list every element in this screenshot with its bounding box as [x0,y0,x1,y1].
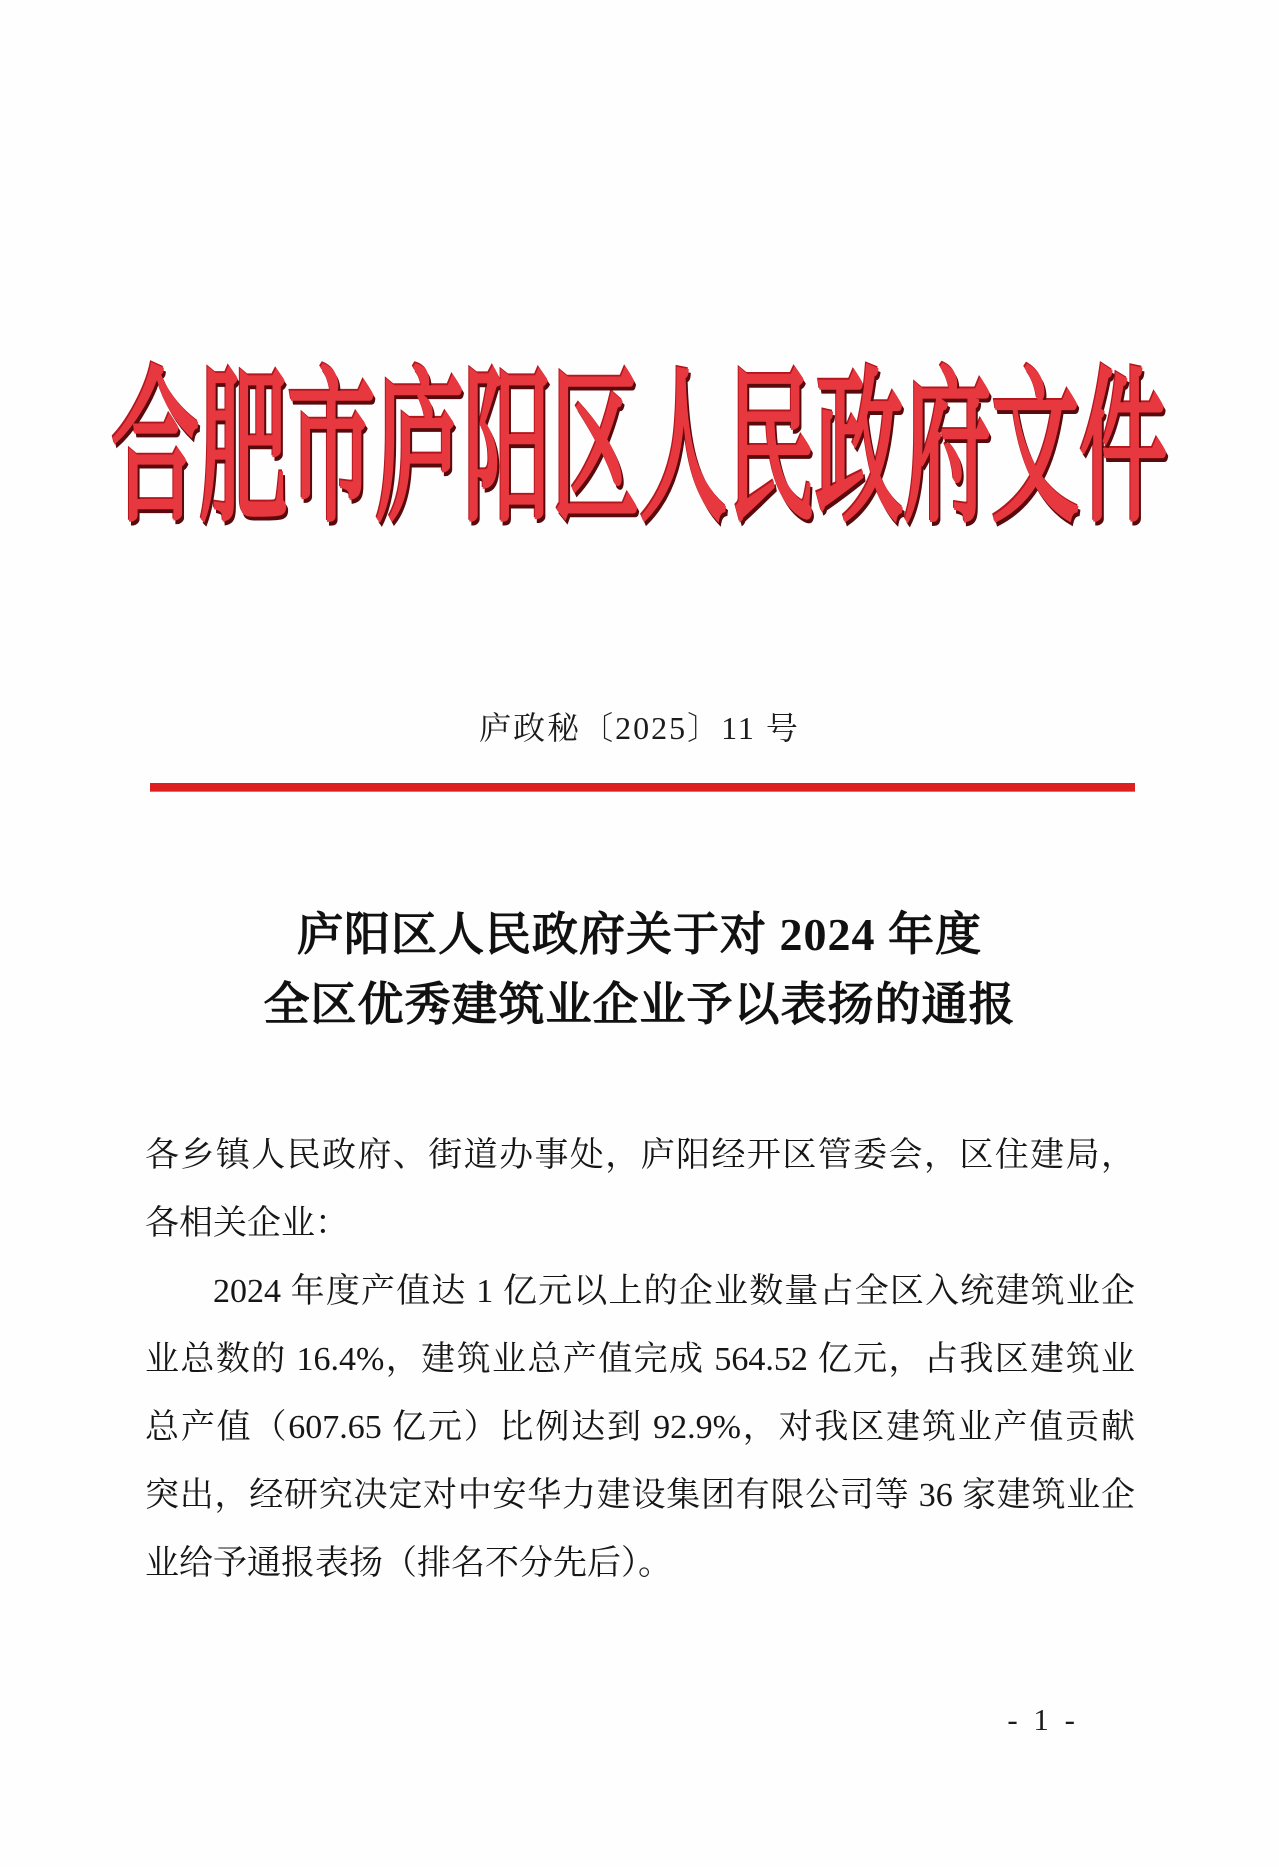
letterhead-title: 合肥市庐阳区人民政府文件 [111,359,1168,545]
red-divider-line [150,783,1135,791]
document-title-line2: 全区优秀建筑业企业予以表扬的通报 [263,979,1016,1030]
document-number: 庐政秘〔2025〕11 号 [479,710,800,746]
salutation-line-1: 各乡镇人民政府、街道办事处，庐阳经开区管委会，区住建局， [145,1137,1135,1174]
paragraph-line-4: 突出，经研究决定对中安华力建设集团有限公司等 36 家建筑业企 [145,1477,1135,1514]
paragraph-line-2: 业总数的 16.4%，建筑业总产值完成 564.52 亿元，占我区建筑业 [145,1341,1135,1378]
salutation-line-2: 各相关企业： [145,1205,349,1242]
page-number: - 1 - [1007,1702,1079,1737]
paragraph-line-3: 总产值（607.65 亿元）比例达到 92.9%，对我区建筑业产值贡献 [145,1409,1135,1446]
document-title-line1: 庐阳区人民政府关于对 2024 年度 [297,909,982,960]
document-title [0,900,1279,1040]
document-body [145,1122,1135,1598]
paragraph-line-5: 业给予通报表扬（排名不分先后）。 [145,1545,672,1582]
paragraph-line-1: 2024 年度产值达 1 亿元以上的企业数量占全区入统建筑业企 [213,1273,1135,1310]
